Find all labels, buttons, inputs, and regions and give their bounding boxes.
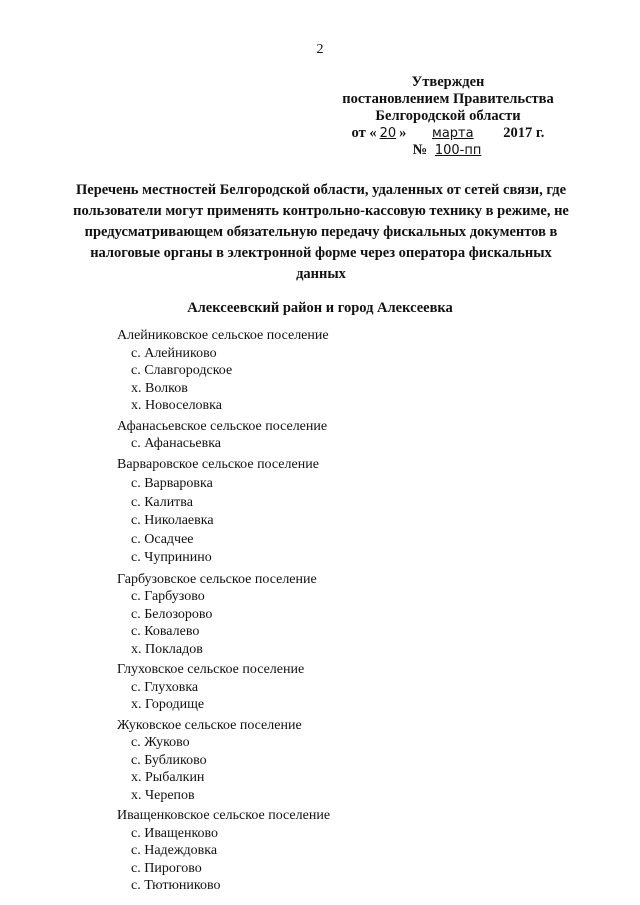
approval-block (318, 74, 578, 159)
settlement-group (0, 456, 640, 568)
locality-item: с. Чупринино (131, 550, 212, 565)
locality-item: с. Жуково (131, 735, 190, 750)
locality-item: с. Афанасьевка (131, 436, 222, 451)
locality-item: х. Покладов (131, 641, 203, 657)
settlement-group (0, 571, 640, 659)
locality-item: с. Осадчее (131, 531, 194, 547)
date-year: 2017 г. (503, 125, 545, 141)
date-day: 20 (379, 126, 397, 141)
date-prefix: от « (351, 125, 377, 141)
approval-line-2: постановлением Правительства (342, 91, 554, 107)
settlement-group (0, 717, 640, 805)
locality-item: с. Николаевка (131, 513, 214, 528)
locality-item: с. Калитва (131, 494, 193, 510)
page-number: 2 (316, 42, 324, 57)
settlement-name: Афанасьевское сельское поселение (117, 418, 328, 434)
settlement-name: Глуховское сельское поселение (117, 662, 305, 677)
locality-item: х. Городище (131, 697, 205, 712)
locality-item: с. Надеждовка (131, 843, 218, 858)
approval-date-line (318, 125, 578, 142)
locality-item: х. Новоселовка (131, 398, 222, 413)
number-prefix: № (412, 142, 428, 158)
date-mid: » (399, 125, 407, 141)
settlement-group (0, 661, 640, 714)
document-number: 100-пп (434, 143, 482, 158)
approval-line-3: Белгородской области (375, 108, 521, 124)
section-heading: Алексеевский район и город Алексеевка (187, 300, 453, 316)
settlement-group (0, 807, 640, 895)
settlement-name: Жуковское сельское поселение (117, 717, 302, 733)
settlement-name: Гарбузовское сельское поселение (117, 571, 317, 587)
locality-item: с. Гарбузово (131, 589, 205, 604)
document-title: Перечень местностей Белгородской области, удаленных от сетей связи, где пользователи могут применять контрольно-кассовую технику в режиме, не предусматривающем обязательную передачу фискальных документов в налоговые органы в электронной форме через оператора фискальных данных (73, 182, 569, 282)
settlement-group (0, 418, 640, 453)
locality-item: с. Белозорово (131, 606, 213, 622)
settlement-name: Алейниковское сельское поселение (117, 328, 329, 343)
locality-item: х. Волков (131, 380, 188, 396)
locality-item: с. Ковалево (131, 624, 200, 639)
locality-item: с. Бубликово (131, 752, 207, 768)
locality-item: с. Славгородское (131, 363, 233, 378)
approval-number-line (318, 142, 578, 159)
settlement-name: Иващенковское сельское поселение (117, 808, 331, 823)
approval-line-1: Утвержден (411, 74, 485, 90)
date-month: марта (432, 126, 474, 141)
settlement-group (0, 327, 640, 415)
settlement-list (0, 324, 640, 895)
locality-item: х. Черепов (131, 787, 195, 803)
locality-item: с. Тютюниково (131, 878, 221, 893)
settlement-name: Варваровское сельское поселение (117, 456, 319, 472)
locality-item: с. Варваровка (131, 476, 213, 491)
locality-item: с. Иващенково (131, 825, 219, 841)
locality-item: с. Пирогово (131, 860, 202, 876)
locality-item: с. Алейниково (131, 345, 217, 361)
locality-item: с. Глуховка (131, 679, 199, 695)
locality-item: х. Рыбалкин (131, 770, 205, 785)
